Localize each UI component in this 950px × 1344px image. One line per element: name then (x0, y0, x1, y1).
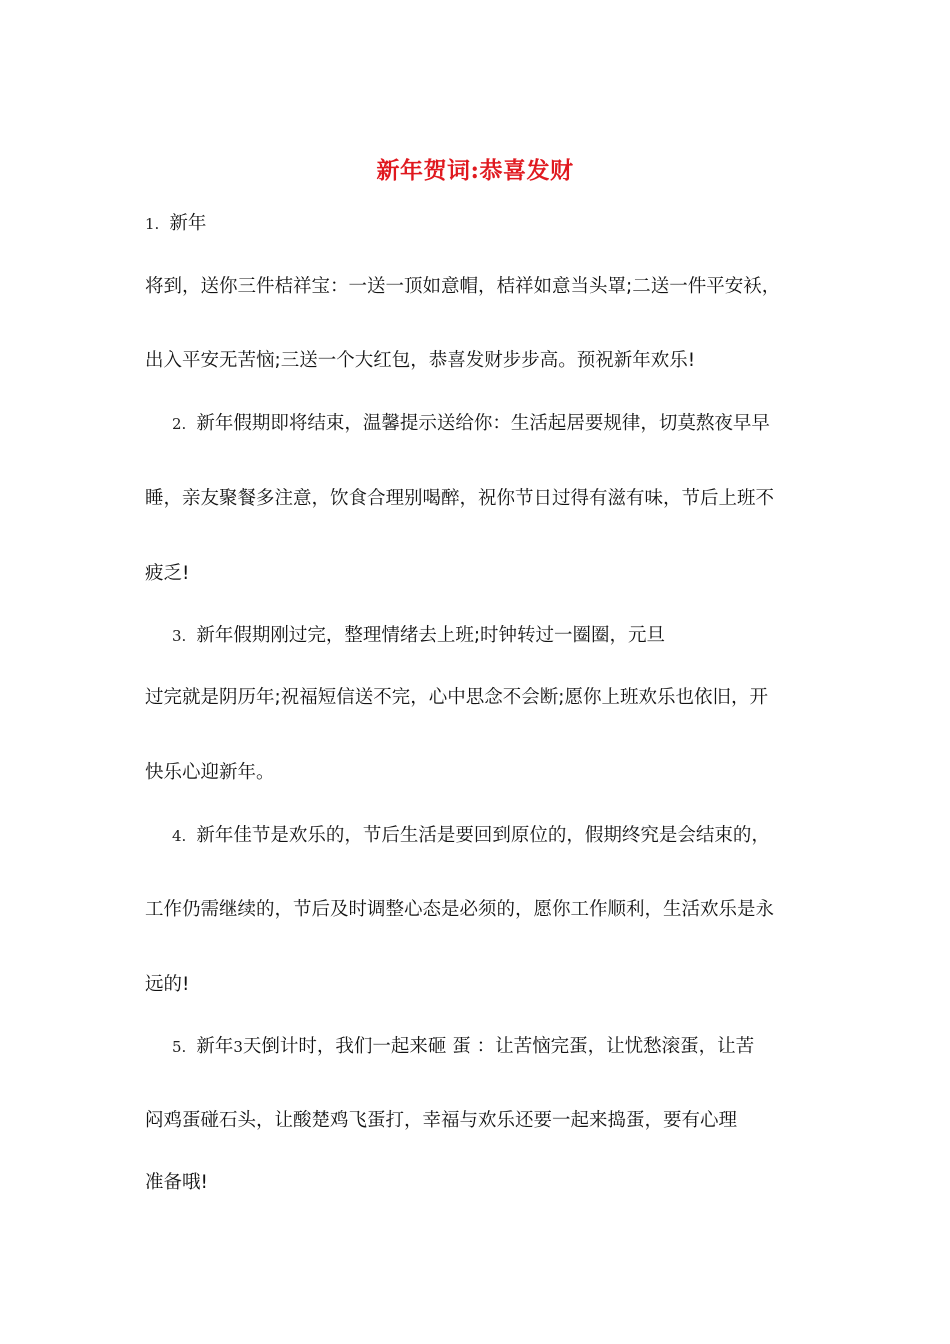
item-4-text-1: 新年佳节是欢乐的，节后生活是要回到原位的，假期终究是会结束的， (196, 825, 770, 846)
item-3-line-3: 快乐心迎新年。 (145, 762, 275, 783)
item-2-line-2: 睡，亲友聚餐多注意，饮食合理别喝醉，祝你节日过得有滋有味，节后上班不 (145, 488, 775, 509)
item-4-line-3: 远的! (145, 974, 190, 995)
item-5-number: 5. (172, 1038, 187, 1056)
item-4-line-2: 工作仍需继续的，节后及时调整心态是必须的，愿你工作顺利，生活欢乐是永 (145, 899, 775, 920)
item-2-text-1: 新年假期即将结束，温馨提示送给你：生活起居要规律，切莫熬夜早早 (196, 413, 770, 434)
item-5-text-1: 新年 (196, 1036, 234, 1057)
item-2-line-3: 疲乏! (145, 563, 190, 584)
item-5-line-2: 闷鸡蛋碰石头，让酸楚鸡飞蛋打，幸福与欢乐还要一起来捣蛋，要有心理 (145, 1110, 738, 1131)
item-1-number: 1. (145, 215, 160, 233)
item-2-line-1 (172, 412, 832, 436)
item-5-text-2: 天倒计时，我们一起来砸 蛋 ：让苦恼完蛋，让忧愁滚蛋，让苦 (242, 1036, 755, 1057)
item-5-line-1 (172, 1035, 832, 1059)
item-1-text-1: 新年 (169, 213, 207, 234)
item-4-line-1 (172, 824, 832, 848)
document-title: 新年贺词:恭喜发财 (376, 157, 574, 184)
item-1-line-2: 将到，送你三件桔祥宝：一送一顶如意帽，桔祥如意当头罩;二送一件平安袄， (145, 276, 781, 297)
item-3-text-1: 新年假期刚过完，整理情绪去上班;时钟转过一圈圈，元旦 (196, 625, 666, 646)
item-3-line-1 (172, 624, 832, 648)
item-1-line-1 (145, 212, 805, 236)
item-5-line-3: 准备哦! (145, 1172, 208, 1193)
item-5-inline-number: 3 (233, 1038, 243, 1056)
item-4-number: 4. (172, 827, 187, 845)
item-1-line-3: 出入平安无苦恼;三送一个大红包，恭喜发财步步高。预祝新年欢乐! (145, 350, 696, 371)
item-3-line-2: 过完就是阴历年;祝福短信送不完，心中思念不会断;愿你上班欢乐也依旧，开 (145, 687, 768, 708)
item-2-number: 2. (172, 415, 187, 433)
item-3-number: 3. (172, 627, 187, 645)
